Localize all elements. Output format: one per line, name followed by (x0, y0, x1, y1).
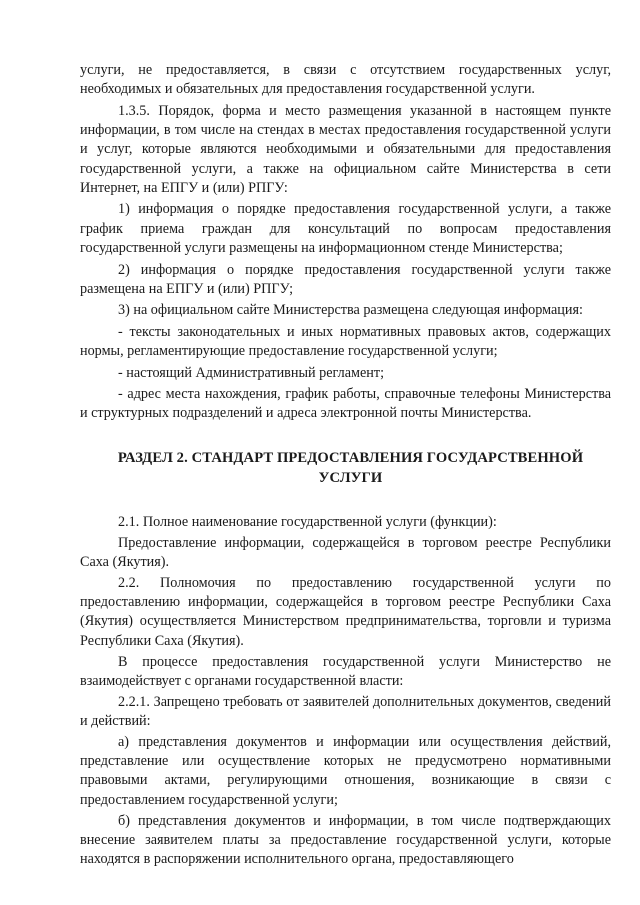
paragraph-item-b: б) представления документов и информации, в том числе подтверждающих внесение заявителем платы за предоставление государственной услуги, которые находятся в распоряжении исполнительного органа, предоставляющего (80, 812, 611, 868)
paragraph-bullet-regulation: - настоящий Административный регламент; (118, 364, 385, 381)
paragraph-item-3: 3) на официальном сайте Министерства размещена следующая информация: (118, 302, 583, 319)
paragraph-2-2: 2.2. Полномочия по предоставлению государственной услуги по предоставлению информации, содержащейся в торговом реестре Республики Саха (Якутия) осуществляется Министерством предпринимательства, торговли и туризма Республики Саха (Якутия). (80, 574, 611, 649)
paragraph-2-2-1: 2.2.1. Запрещено требовать от заявителей дополнительных документов, сведений и действий: (80, 693, 611, 729)
paragraph-interaction: В процессе предоставления государственной услуги Министерство не взаимодействует с органами государственной власти: (80, 653, 611, 689)
paragraph-item-2: 2) информация о порядке предоставления государственной услуги также размещена на ЕПГУ и (или) РПГУ; (80, 261, 611, 297)
paragraph-continuation: услуги, не предоставляется, в связи с отсутствием государственных услуг, необходимых и обязательных для предоставления государственной услуги. (80, 62, 611, 98)
paragraph-item-a: а) представления документов и информации или осуществления действий, представление или осуществление которых не предусмотрено нормативными правовыми актами, регулирующими отношения, возникающие в связи с предоставлением государственной услуги; (80, 733, 611, 808)
paragraph-bullet-legal-acts: - тексты законодательных и иных нормативных правовых актов, содержащих нормы, регламентирующие предоставление государственной услуги; (80, 323, 611, 360)
paragraph-2-1: 2.1. Полное наименование государственной услуги (функции): (118, 513, 497, 530)
section-heading: РАЗДЕЛ 2. СТАНДАРТ ПРЕДОСТАВЛЕНИЯ ГОСУДАРСТВЕННОЙ УСЛУГИ (117, 449, 584, 486)
paragraph-service-name: Предоставление информации, содержащейся в торговом реестре Республики Саха (Якутия). (80, 534, 611, 570)
document-page (80, 61, 611, 871)
paragraph-item-1: 1) информация о порядке предоставления государственной услуги, а также график приема граждан для консультаций по вопросам предоставления государственной услуги размещены на информационном стенде Министерства; (80, 201, 611, 257)
paragraph-1-3-5: 1.3.5. Порядок, форма и место размещения указанной в настоящем пункте информации, в том числе на стендах в местах предоставления государственной услуги и услуг, которые являются необходимыми и обязательными для предоставления государственной услуги, а также на официальном сайте Министерства в сети Интернет, на ЕПГУ и (или) РПГУ: (80, 102, 611, 196)
paragraph-bullet-contacts: - адрес места нахождения, график работы, справочные телефоны Министерства и структурных подразделений и адреса электронной почты Министерства. (80, 386, 611, 422)
section-2-body (80, 513, 611, 870)
